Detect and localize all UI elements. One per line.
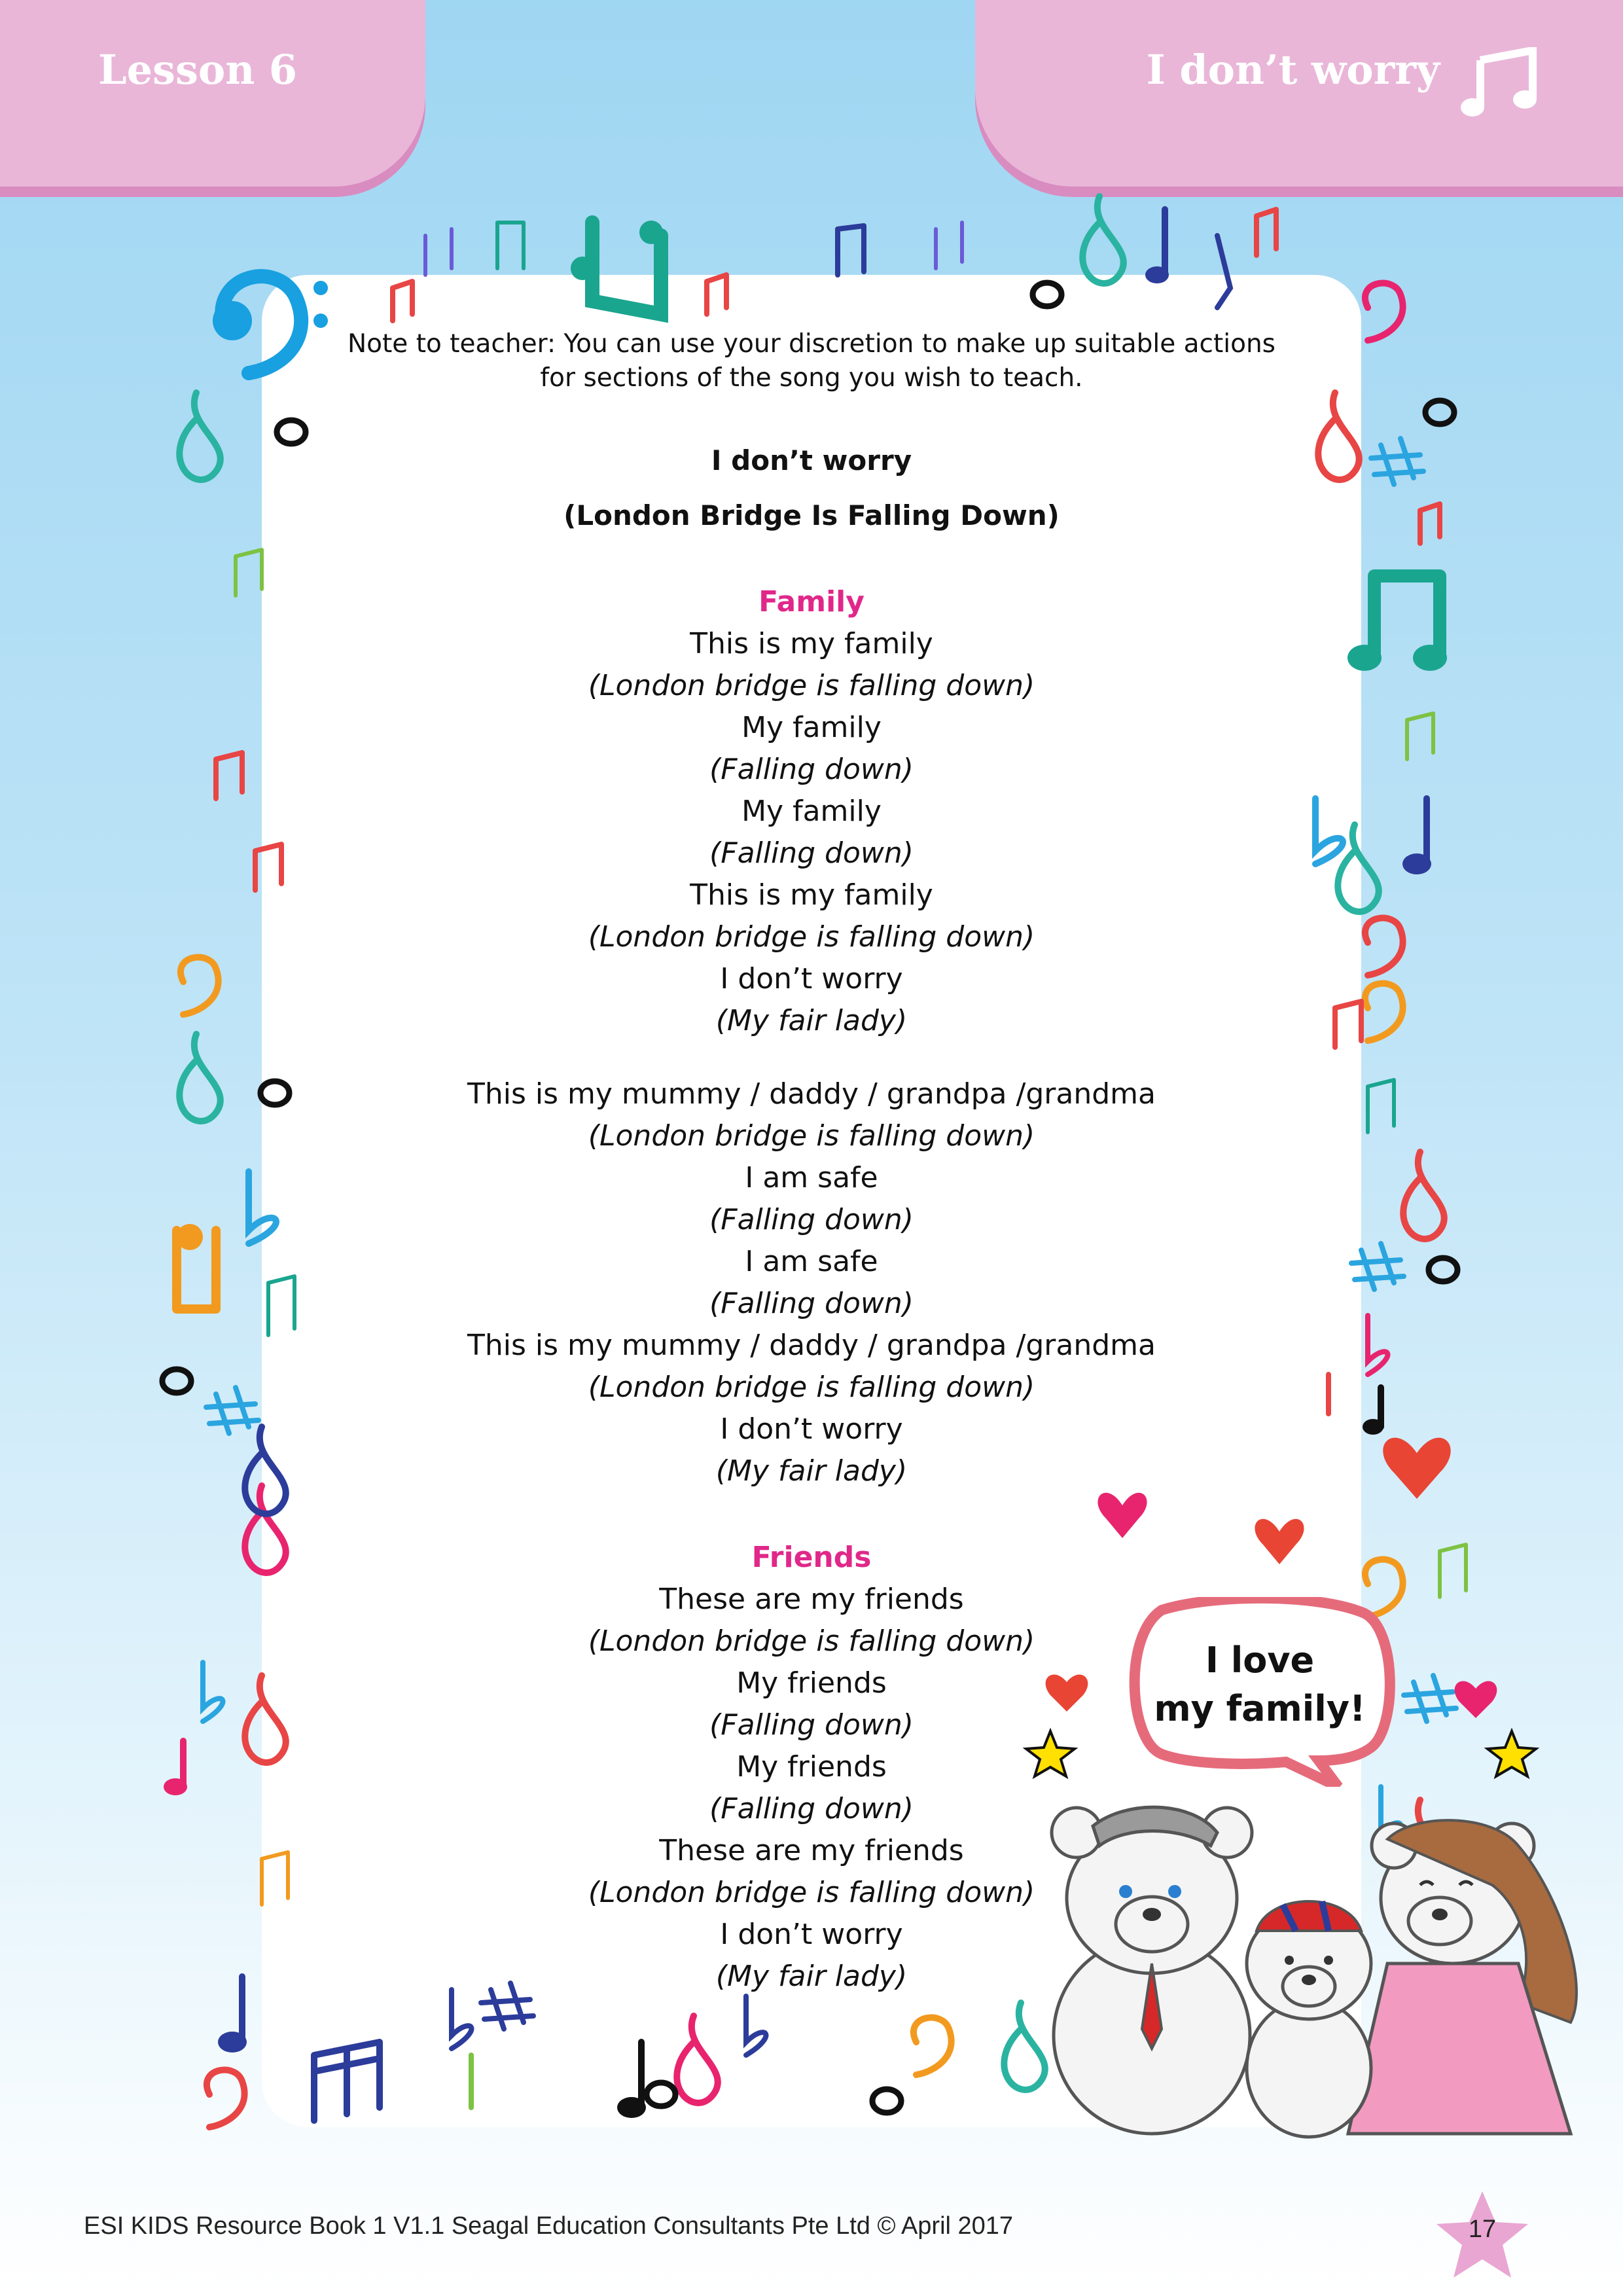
song-title: I don’t worry [711, 444, 912, 476]
page-number: 17 [1468, 2215, 1497, 2243]
speech-line-1: I love [1205, 1640, 1315, 1681]
teacher-note [262, 327, 1361, 395]
lyric-line: (London bridge is falling down) [588, 1624, 1035, 1658]
lyric-line: (London bridge is falling down) [588, 669, 1035, 702]
lyric-line: My friends [736, 1750, 887, 1784]
lyric-line: (My fair lady) [715, 1960, 908, 1993]
section-heading-family: Family [758, 585, 865, 619]
lyric-line: This is my mummy / daddy / grandpa /grandma [467, 1329, 1156, 1362]
lyric-line: This is my family [690, 878, 933, 912]
speech-line-2: my family! [1154, 1688, 1366, 1729]
lyric-line: My family [741, 795, 882, 828]
lyric-line: This is my family [690, 627, 933, 660]
lyric-line: These are my friends [659, 1583, 964, 1616]
lyric-line: (Falling down) [709, 753, 914, 786]
teacher-note-line-1: Note to teacher: You can use your discretion to make up suitable actions [347, 329, 1275, 359]
lyric-line: I am safe [745, 1245, 878, 1278]
lyric-line: (London bridge is falling down) [588, 920, 1035, 954]
lyric-line: I don’t worry [720, 962, 903, 996]
lyric-line: (My fair lady) [715, 1004, 908, 1037]
bear-family-illustration [1021, 1787, 1610, 2140]
lyric-line: (My fair lady) [715, 1454, 908, 1488]
section-heading-friends: Friends [751, 1541, 872, 1574]
lesson-label: Lesson 6 [98, 46, 298, 94]
lyric-line: (Falling down) [709, 1287, 914, 1320]
song-tune: (London Bridge Is Falling Down) [563, 499, 1060, 531]
lyric-line: My family [741, 711, 882, 744]
lyric-line: I don’t worry [720, 1412, 903, 1446]
lyric-line: (Falling down) [709, 836, 914, 870]
teacher-note-line-2: for sections of the song you wish to teach. [540, 363, 1083, 393]
lyric-line: I am safe [745, 1161, 878, 1194]
lyric-line: This is my mummy / daddy / grandpa /grandma [467, 1077, 1156, 1111]
verse [262, 1073, 1361, 1492]
lyric-line: (Falling down) [709, 1708, 914, 1742]
page-title: I don’t worry [1146, 46, 1440, 94]
lyric-line: (Falling down) [709, 1203, 914, 1236]
lyric-line: These are my friends [659, 1834, 964, 1867]
footer-text: ESI KIDS Resource Book 1 V1.1 Seagal Education Consultants Pte Ltd © April 2017 [84, 2212, 1014, 2240]
lyric-line: (Falling down) [709, 1792, 914, 1825]
lyric-line: I don’t worry [720, 1918, 903, 1951]
lyric-line: (London bridge is falling down) [588, 1119, 1035, 1153]
verse [262, 623, 1361, 1042]
music-note-icon [1461, 47, 1539, 119]
lyric-line: My friends [736, 1666, 887, 1700]
lyric-line: (London bridge is falling down) [588, 1371, 1035, 1404]
speech-bubble-text [1135, 1636, 1384, 1733]
lyric-line: (London bridge is falling down) [588, 1876, 1035, 1909]
